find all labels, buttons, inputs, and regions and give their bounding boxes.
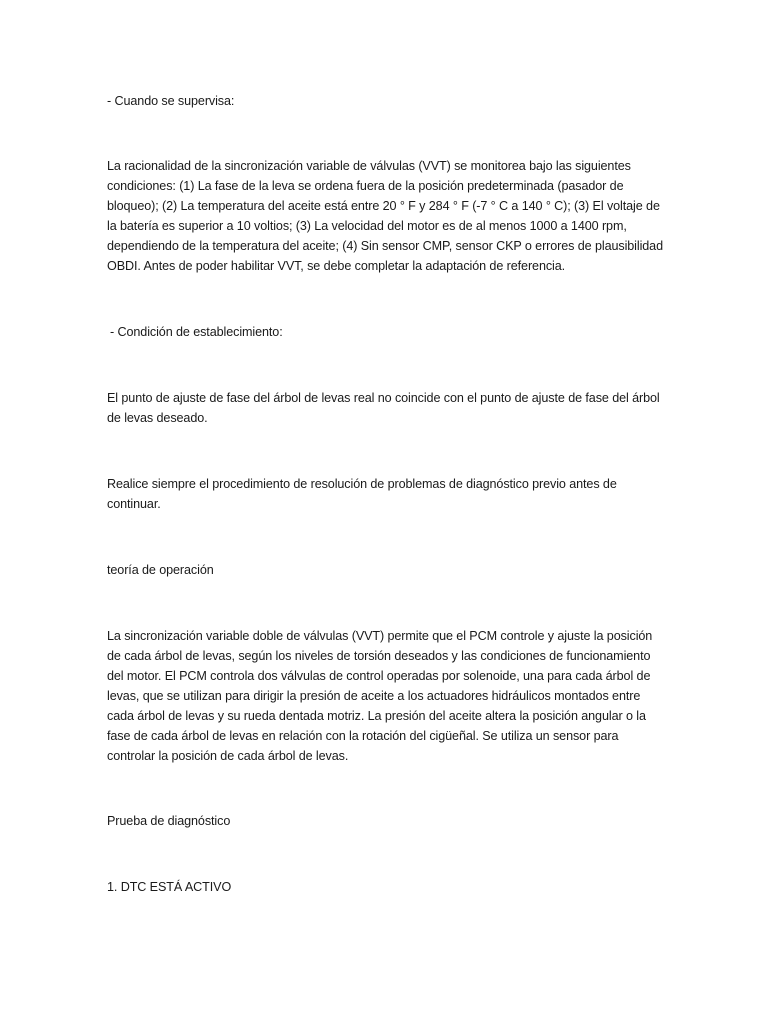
heading-prueba-diagnostico: Prueba de diagnóstico [107,814,231,828]
paragraph-setpoint-mismatch: El punto de ajuste de fase del árbol de levas real no coincide con el punto de ajuste de fase del árbol de levas deseado. [107,391,660,425]
heading-cuando-se-supervisa: - Cuando se supervisa: [107,94,235,108]
heading-teoria-operacion: teoría de operación [107,563,214,577]
step-dtc-activo: 1. DTC ESTÁ ACTIVO [107,880,232,894]
paragraph-vvt-monitoring-conditions: La racionalidad de la sincronización variable de válvulas (VVT) se monitorea bajo las siguientes condiciones: (1) La fase de la leva se ordena fuera de la posición predeterminada (pasador de bloqueo); (2) La temperatura del aceite está entre 20 ° F y 284 ° F (-7 ° C a 140 ° C); (3) El voltaje de la batería es superior a 10 voltios; (3) La velocidad del motor es de al menos 1000 a 1400 rpm, dependiendo de la temperatura del aceite; (4) Sin sensor CMP, sensor CKP o errores de plausibilidad OBDI. Antes de poder habilitar VVT, se debe completar la adaptación de referencia. [107,159,663,273]
heading-condicion-establecimiento: - Condición de establecimiento: [110,325,283,339]
paragraph-theory-of-operation: La sincronización variable doble de válvulas (VVT) permite que el PCM controle y ajuste la posición de cada árbol de levas, según los niveles de torsión deseados y las condiciones de funcionamiento del motor. El PCM controla dos válvulas de control operadas por solenoide, una para cada árbol de levas, que se utilizan para dirigir la presión de aceite a los actuadores hidráulicos montados entre cada árbol de levas y su rueda dentada motriz. La presión del aceite altera la posición angular o la fase de cada árbol de levas en relación con la rotación del cigüeñal. Se utiliza un sensor para controlar la posición de cada árbol de levas. [107,629,653,763]
paragraph-preliminary-procedure: Realice siempre el procedimiento de resolución de problemas de diagnóstico previo antes de continuar. [107,477,617,511]
